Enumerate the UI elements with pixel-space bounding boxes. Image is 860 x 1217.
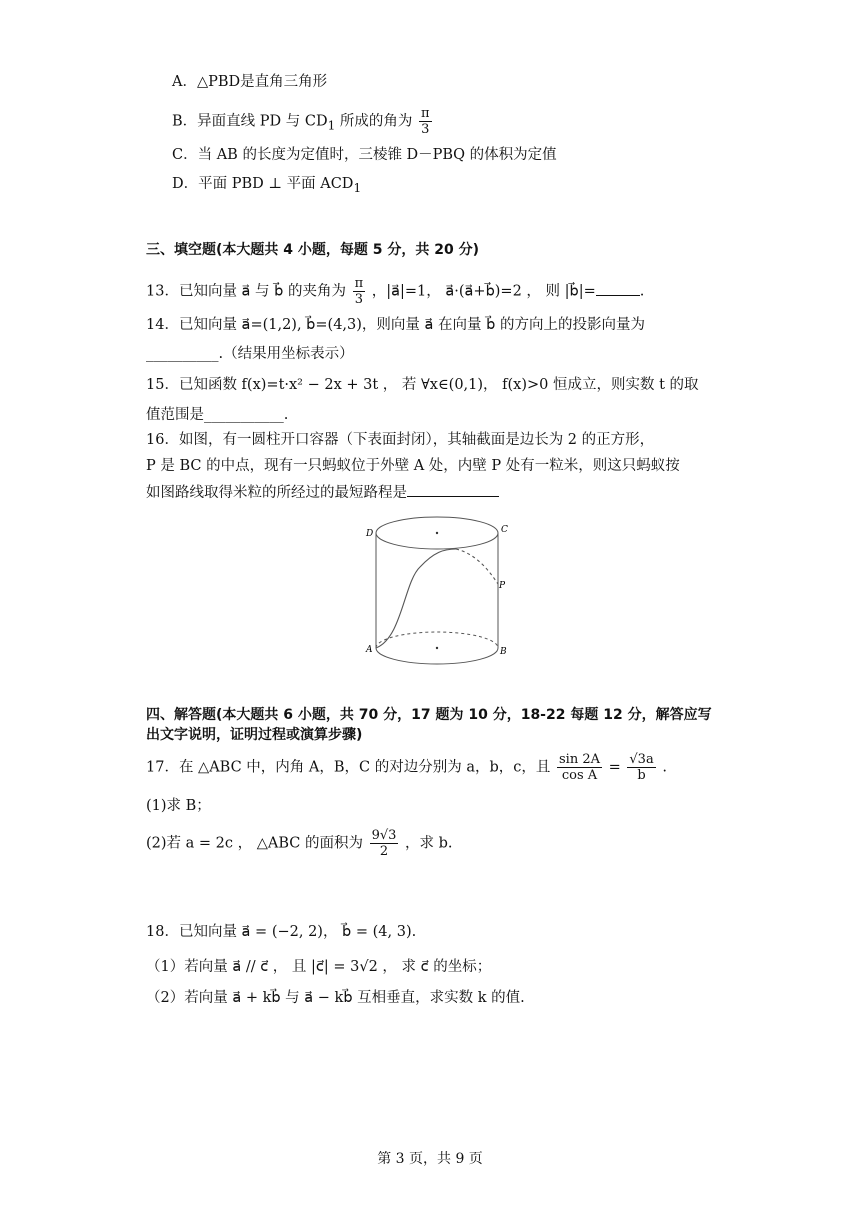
fraction-pi-over-3: $\frac{\pi}{3}$ [421,106,430,137]
ant-path-inner [456,549,498,584]
question-16-line1: 16．如图，有一圆柱开口容器（下表面封闭），其轴截面是边长为 2 的正方形， [146,432,655,448]
question-17-part2: (2)若 a = 2c ， △ABC 的面积为 $\frac{9√3}{2}$ ，求 b. [146,828,453,859]
label-a: A [366,645,373,655]
question-16-line3: 如图路线取得米粒的所经过的最短路程是 [146,482,499,503]
option-a: A．△PBD是直角三角形 [172,74,328,90]
section4-heading-line2: 出文字说明，证明过程或演算步骤) [146,727,363,743]
question-15-line1: 15．已知函数 f(x)=t·x² − 2x + 3t ， 若 ∀x∈(0,1)， f(x)>0 恒成立，则实数 t 的取 [146,377,699,393]
question-14-line2: __________.（结果用坐标表示） [146,346,354,362]
fraction-sin2a-cosa: $\frac{\sin 2A}{\text{cos A}}$ [559,752,601,783]
question-18-intro: 18．已知向量 a⃗ = (−2, 2)， b⃗ = (4, 3). [146,924,417,940]
answer-blank [596,281,640,296]
option-c: C．当 AB 的长度为定值时，三棱锥 D－PBQ 的体积为定值 [172,147,557,163]
bottom-ellipse-front [376,648,498,664]
fraction-sqrt3a-b: $\frac{√3a}{b}$ [629,752,654,783]
page-footer: 第 3 页，共 9 页 [377,1151,483,1167]
section4-heading-line1: 四、解答题(本大题共 6 小题，共 70 分，17 题为 10 分，18-22 每题 12 分，解答应写 [146,707,712,723]
label-b: B [500,647,507,657]
bottom-ellipse-back [376,632,498,648]
option-d: D．平面 PBD ⊥ 平面 $ACD_1$ [172,176,362,195]
bottom-center-dot [436,647,438,649]
top-center-dot [436,532,438,534]
cylinder-figure [362,512,522,672]
question-17-part1: (1)求 B； [146,798,211,814]
question-18-part1: （1）若向量 a⃗ // c⃗ ， 且 |c⃗| = 3√2 ， 求 c⃗ 的坐标； [146,959,492,975]
fraction-9sqrt3-over-2: $\frac{9√3}{2}$ [371,828,397,859]
fraction-pi-over-3: $\frac{\pi}{3}$ [354,276,364,307]
option-b: B．异面直线 PD 与 $CD_1$ 所成的角为 $\frac{\pi}{3}$ [172,106,430,137]
question-14-line1: 14．已知向量 a⃗=(1,2), b⃗=(4,3)，则向量 a⃗ 在向量 b⃗ 的方向上的投影向量为 [146,317,645,333]
section3-heading: 三、填空题(本大题共 4 小题，每题 5 分，共 20 分) [146,242,480,258]
question-15-line2: 值范围是___________. [146,407,289,423]
answer-blank [407,482,499,497]
label-d: D [366,529,374,539]
question-18-part2: （2）若向量 a⃗ + kb⃗ 与 a⃗ − kb⃗ 互相垂直，求实数 k 的值. [146,990,525,1006]
label-p: P [499,581,506,591]
question-17: 17．在 △ABC 中，内角 A，B，C 的对边分别为 a，b，c，且 $\frac{\sin 2A}{\text{cos A}}$ = $\frac{√3a}{b}$ . [146,752,667,783]
question-16-line2: P 是 BC 的中点，现有一只蚂蚁位于外壁 A 处，内壁 P 处有一粒米，则这只蚂蚁按 [146,458,680,474]
label-c: C [501,525,508,535]
question-13: 13．已知向量 a⃗ 与 b⃗ 的夹角为 $\frac{\pi}{3}$ ，|a⃗|=1， a⃗·(a⃗+b⃗)=2 ， 则 |b⃗|= . [146,276,645,307]
